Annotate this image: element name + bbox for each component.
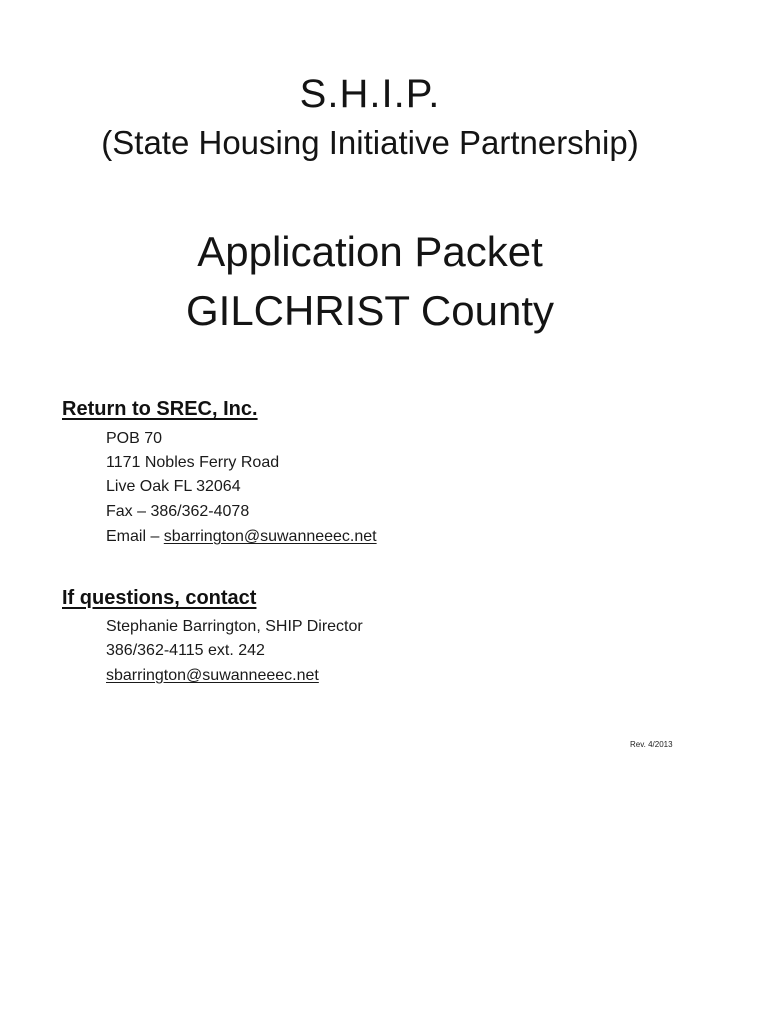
return-to-heading: Return to SREC, Inc. bbox=[62, 398, 258, 420]
document-title: S.H.I.P. bbox=[299, 72, 441, 116]
revision-note: Rev. 4/2013 bbox=[630, 740, 673, 749]
contact-name: Stephanie Barrington, SHIP Director bbox=[106, 618, 363, 635]
contact-email-line bbox=[106, 667, 319, 685]
return-email-link[interactable]: sbarrington@suwanneeec.net bbox=[163, 528, 377, 545]
return-street: 1171 Nobles Ferry Road bbox=[106, 454, 280, 471]
return-city: Live Oak FL 32064 bbox=[106, 478, 241, 495]
packet-title: Application Packet bbox=[197, 228, 543, 275]
contact-phone: 386/362-4115 ext. 242 bbox=[106, 642, 265, 659]
document-subtitle: (State Housing Initiative Partnership) bbox=[101, 124, 639, 161]
contact-email-link[interactable]: sbarrington@suwanneeec.net bbox=[106, 667, 319, 684]
return-email-label: Email – bbox=[106, 528, 164, 545]
return-pob: POB 70 bbox=[106, 430, 163, 447]
questions-heading: If questions, contact bbox=[62, 587, 257, 609]
return-fax: Fax – 386/362-4078 bbox=[106, 503, 250, 520]
return-email-line bbox=[106, 528, 377, 546]
county-title: GILCHRIST County bbox=[185, 287, 554, 334]
